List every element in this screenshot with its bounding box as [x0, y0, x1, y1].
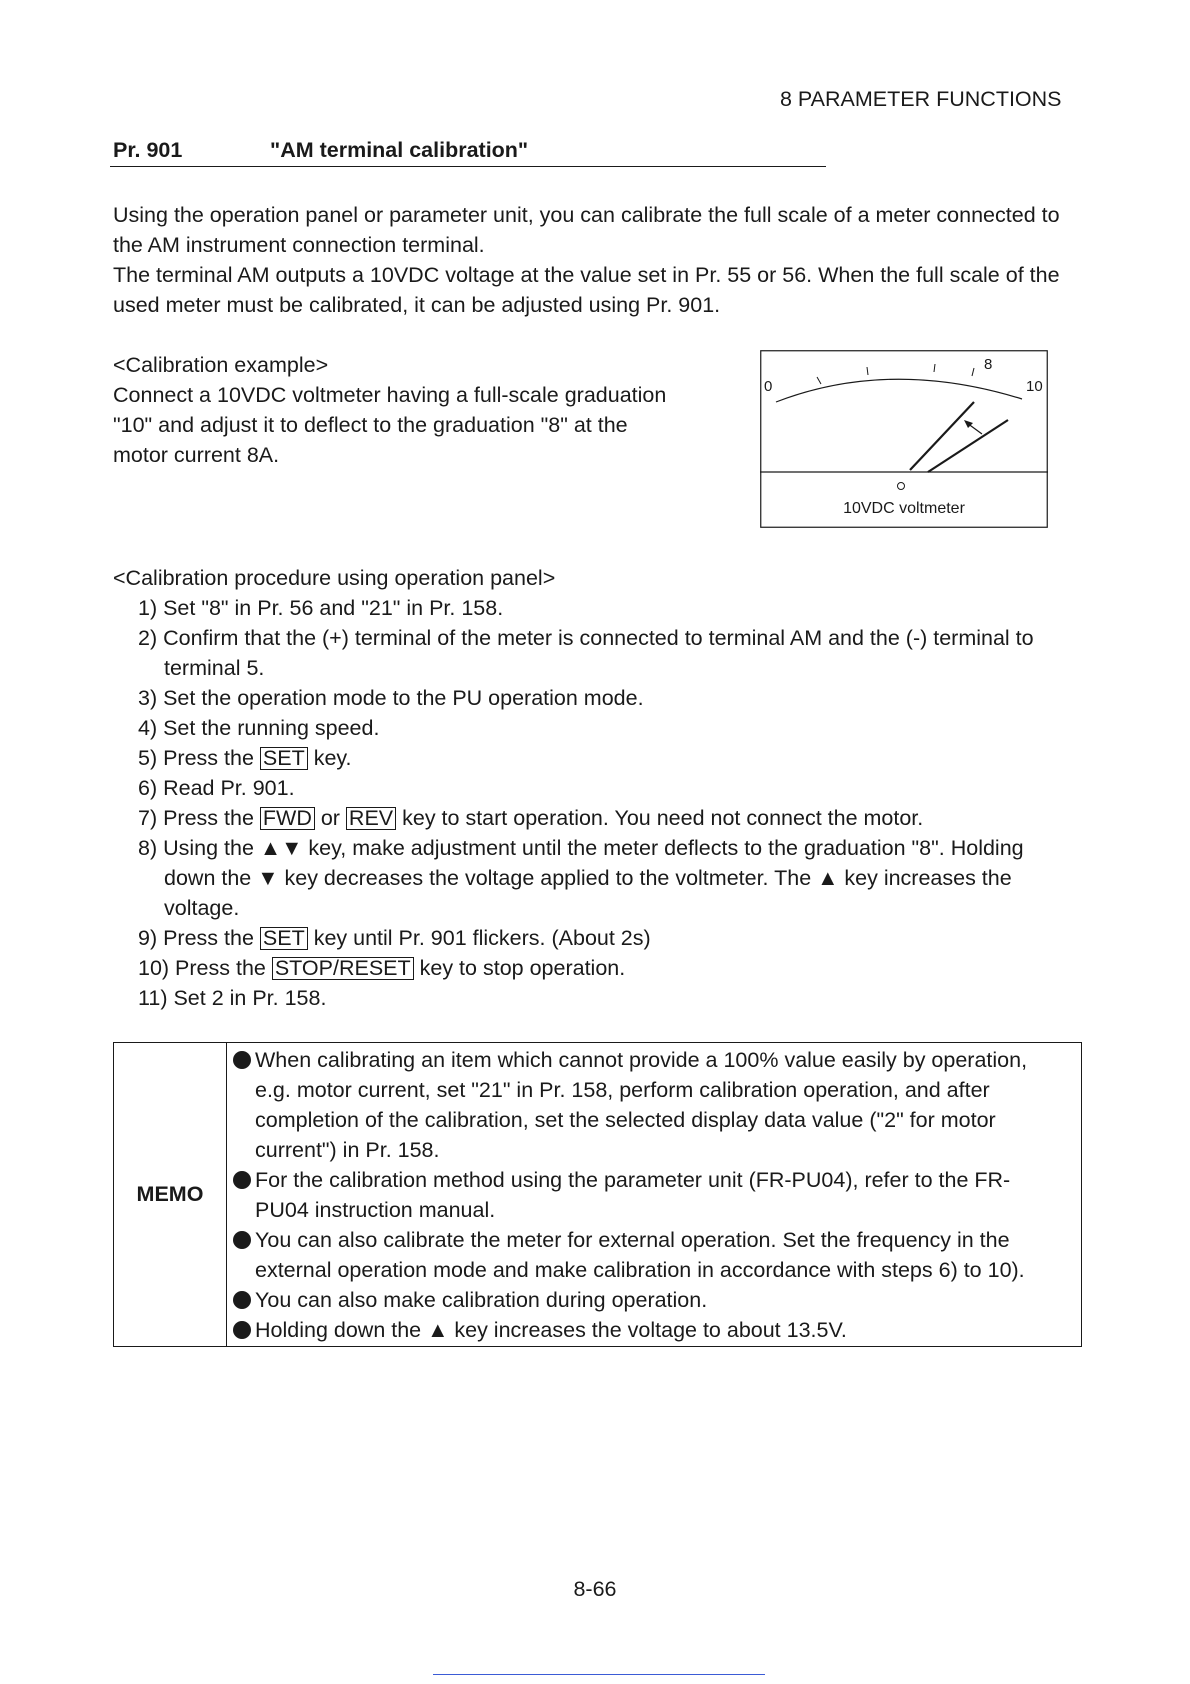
meter-caption: 10VDC voltmeter [843, 500, 965, 517]
memo-bullet-5-line-1: Holding down the ▲ key increases the voltage to about 13.5V. [255, 1318, 847, 1342]
step-5-text: 5) Press the [138, 746, 260, 770]
set-key: SET [260, 927, 308, 950]
meter-label-eight: 8 [984, 356, 993, 373]
step-9 [138, 923, 651, 953]
step-2-continued: terminal 5. [164, 656, 265, 680]
memo-bullet-1-line-3: completion of the calibration, set the selected display data value ("2" for motor [255, 1108, 996, 1132]
step-10-text-end: key to stop operation. [413, 956, 626, 980]
bullet-icon [233, 1171, 251, 1189]
fwd-key: FWD [260, 807, 315, 830]
example-line-3: motor current 8A. [113, 443, 280, 467]
step-9-text-end: key until Pr. 901 flickers. (About 2s) [307, 926, 651, 950]
parameter-title: "AM terminal calibration" [270, 138, 529, 162]
step-1: 1) Set "8" in Pr. 56 and "21" in Pr. 158. [138, 596, 504, 620]
memo-bullet-4 [227, 1285, 1075, 1315]
memo-label: MEMO [136, 1182, 204, 1206]
step-9-text: 9) Press the [138, 926, 260, 950]
page-number: 8-66 [573, 1577, 617, 1601]
memo-bullet-2 [227, 1165, 1075, 1225]
bullet-icon [233, 1291, 251, 1309]
memo-bullet-3-line-2: external operation mode and make calibration in accordance with steps 6) to 10). [255, 1258, 1025, 1282]
step-4: 4) Set the running speed. [138, 716, 380, 740]
title-underline [110, 166, 826, 167]
example-heading: <Calibration example> [113, 353, 329, 377]
voltmeter-figure [760, 350, 1048, 528]
step-8-continued-2: voltage. [164, 896, 240, 920]
step-11: 11) Set 2 in Pr. 158. [138, 986, 327, 1010]
meter-label-zero: 0 [764, 378, 773, 395]
memo-bullet-2-line-1: For the calibration method using the parameter unit (FR-PU04), refer to the FR- [255, 1168, 1011, 1192]
intro-line-1: Using the operation panel or parameter unit, you can calibrate the full scale of a meter connected to [113, 203, 1060, 227]
memo-bullet-1 [227, 1045, 1075, 1165]
parameter-number: Pr. 901 [113, 138, 183, 162]
memo-bullet-3-line-1: You can also calibrate the meter for external operation. Set the frequency in the [255, 1228, 1010, 1252]
step-8-continued-1: down the ▼ key decreases the voltage applied to the voltmeter. The ▲ key increases the [164, 866, 1012, 890]
memo-bullet-1-line-1: When calibrating an item which cannot provide a 100% value easily by operation, [255, 1048, 1028, 1072]
step-3: 3) Set the operation mode to the PU operation mode. [138, 686, 644, 710]
memo-bullet-2-line-2: PU04 instruction manual. [255, 1198, 496, 1222]
bullet-icon [233, 1051, 251, 1069]
bullet-icon [233, 1231, 251, 1249]
set-key: SET [260, 747, 308, 770]
footer-rule [433, 1674, 765, 1675]
section-header: 8 PARAMETER FUNCTIONS [780, 87, 1062, 111]
memo-bullet-5 [227, 1315, 1075, 1345]
step-6: 6) Read Pr. 901. [138, 776, 295, 800]
step-7 [138, 803, 923, 833]
step-7-or: or [314, 806, 346, 830]
memo-bullet-3 [227, 1225, 1075, 1285]
bullet-icon [233, 1321, 251, 1339]
meter-label-ten: 10 [1026, 378, 1043, 395]
memo-box [113, 1042, 1082, 1347]
intro-line-2: the AM instrument connection terminal. [113, 233, 485, 257]
rev-key: REV [346, 807, 396, 830]
step-10-text: 10) Press the [138, 956, 272, 980]
step-8: 8) Using the ▲▼ key, make adjustment until the meter deflects to the graduation "8". Holding [138, 836, 1024, 860]
step-5-text-end: key. [307, 746, 352, 770]
memo-content [227, 1043, 1082, 1347]
procedure-heading: <Calibration procedure using operation panel> [113, 566, 556, 590]
step-7-text-end: key to start operation. You need not connect the motor. [396, 806, 924, 830]
intro-line-3: The terminal AM outputs a 10VDC voltage at the value set in Pr. 55 or 56. When the full scale of the [113, 263, 1060, 287]
step-2: 2) Confirm that the (+) terminal of the meter is connected to terminal AM and the (-) terminal to [138, 626, 1034, 650]
intro-line-4: used meter must be calibrated, it can be adjusted using Pr. 901. [113, 293, 721, 317]
step-7-text: 7) Press the [138, 806, 260, 830]
stop-reset-key: STOP/RESET [272, 957, 414, 980]
step-5 [138, 743, 352, 773]
example-line-1: Connect a 10VDC voltmeter having a full-scale graduation [113, 383, 667, 407]
memo-bullet-1-line-2: e.g. motor current, set "21" in Pr. 158, perform calibration operation, and after [255, 1078, 990, 1102]
memo-label-cell [114, 1043, 227, 1347]
memo-bullet-1-line-4: current") in Pr. 158. [255, 1138, 440, 1162]
memo-bullet-4-line-1: You can also make calibration during operation. [255, 1288, 708, 1312]
step-10 [138, 953, 625, 983]
example-line-2: "10" and adjust it to deflect to the graduation "8" at the [113, 413, 628, 437]
